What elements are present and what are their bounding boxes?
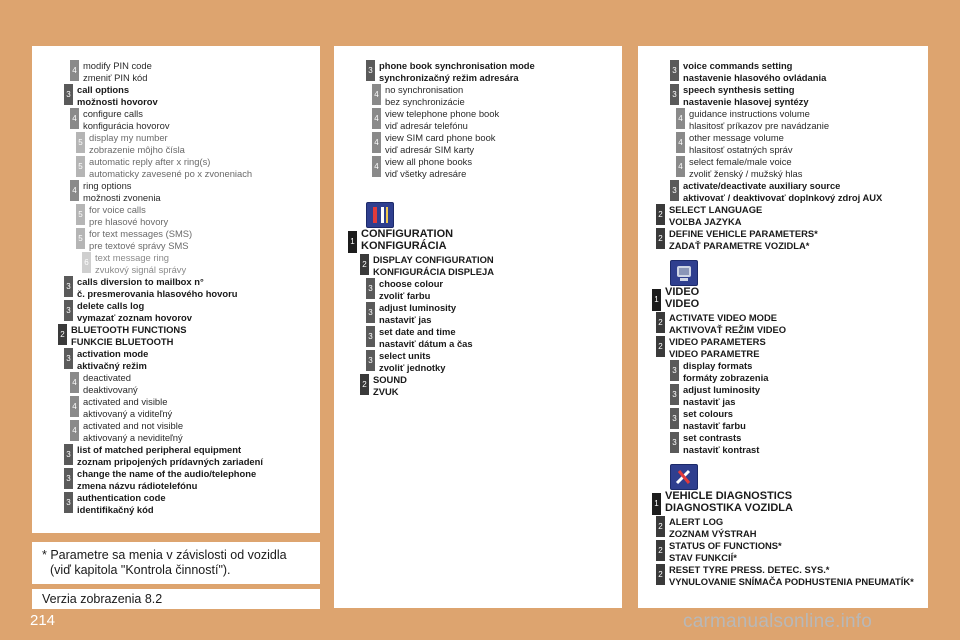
menu-item-text [83, 180, 161, 203]
menu-item-text [669, 312, 786, 335]
menu-item-label-sk: VYNULOVANIE SNÍMAČA PODHUSTENIA PNEUMATÍK* [669, 575, 914, 587]
menu-item-label-sk: nastaviť dátum a čas [379, 337, 473, 349]
menu-item-label-en: SOUND [373, 374, 407, 385]
menu-item [70, 108, 170, 131]
menu-item [670, 60, 826, 83]
menu-item [64, 468, 256, 491]
menu-item-label-sk: zobrazenie môjho čísla [89, 143, 185, 155]
menu-item [360, 374, 407, 397]
menu-item [372, 84, 465, 107]
menu-column-1 [32, 46, 320, 533]
menu-level-badge: 2 [360, 374, 369, 395]
menu-item-label-sk: pre textové správy SMS [89, 239, 189, 251]
menu-item-text [77, 300, 192, 323]
menu-item [656, 516, 757, 539]
menu-item-label-sk: ZOZNAM VÝSTRAH [669, 527, 757, 539]
menu-item [76, 228, 192, 251]
menu-level-badge: 4 [70, 420, 79, 441]
menu-item-label-sk: hlasitosť ostatných správ [689, 143, 793, 155]
menu-item-text [669, 204, 762, 227]
menu-item [670, 408, 746, 431]
menu-item-text [89, 156, 252, 179]
menu-item-label-en: guidance instructions volume [689, 108, 810, 119]
menu-item-label-sk: viď všetky adresáre [385, 167, 467, 179]
menu-item-text [683, 432, 759, 455]
menu-item [64, 276, 237, 299]
menu-level-badge: 4 [372, 156, 381, 177]
menu-item-text [83, 396, 172, 419]
menu-item-label-sk: viď adresár telefónu [385, 119, 468, 131]
menu-item-label-en: VIDEO [665, 286, 700, 298]
menu-item-text [385, 108, 499, 131]
menu-item-label-en: speech synthesis setting [683, 84, 795, 95]
menu-item-label-en: phone book synchronisation mode [379, 60, 535, 71]
menu-level-badge: 3 [366, 60, 375, 81]
menu-item [58, 324, 186, 347]
menu-column-3 [638, 46, 928, 608]
menu-item-text [77, 348, 148, 371]
menu-item-label-en: calls diversion to mailbox n° [77, 276, 204, 287]
menu-item-text [683, 180, 882, 203]
menu-item [670, 84, 809, 107]
menu-item-text [385, 84, 465, 107]
menu-item [360, 254, 494, 277]
menu-item [76, 132, 185, 155]
footnote-line-1: * Parametre sa menia v závislosti od vozidla [42, 548, 287, 562]
menu-level-badge: 2 [360, 254, 369, 275]
menu-item [366, 350, 445, 373]
menu-level-badge: 1 [652, 493, 661, 515]
menu-item [64, 444, 263, 467]
menu-item-label-en: set date and time [379, 326, 456, 337]
menu-item-label-en: view telephone phone book [385, 108, 500, 119]
menu-level-badge: 2 [656, 336, 665, 357]
menu-item-text [683, 360, 768, 383]
menu-item-text [83, 60, 152, 83]
menu-level-badge: 3 [670, 360, 679, 381]
menu-item-label-en: authentication code [77, 492, 166, 503]
menu-level-badge: 2 [656, 516, 665, 537]
menu-item-label-en: modify PIN code [83, 60, 152, 71]
menu-item-label-sk: konfigurácia hovorov [83, 119, 170, 131]
menu-item-label-sk: nastaviť jas [683, 395, 736, 407]
menu-item-label-sk: FUNKCIE BLUETOOTH [71, 335, 174, 347]
menu-item-label-en: SELECT LANGUAGE [669, 204, 763, 215]
menu-level-badge: 4 [70, 60, 79, 81]
menu-item-label-sk: možnosti hovorov [77, 95, 158, 107]
menu-level-badge: 4 [676, 108, 685, 129]
menu-item-label-en: DISPLAY CONFIGURATION [373, 254, 494, 265]
menu-item-text [379, 302, 456, 325]
menu-item-text [361, 228, 453, 252]
menu-level-badge: 6 [82, 252, 91, 273]
menu-item-text [89, 228, 192, 251]
menu-item [64, 348, 148, 371]
menu-item-label-en: DEFINE VEHICLE PARAMETERS* [669, 228, 818, 239]
menu-item-label-sk: VOĽBA JAZYKA [669, 215, 742, 227]
menu-item-label-en: list of matched peripheral equipment [77, 444, 242, 455]
menu-item-label-en: STATUS OF FUNCTIONS* [669, 540, 782, 551]
menu-item [366, 278, 443, 301]
menu-item [76, 156, 252, 179]
menu-item-text [379, 326, 473, 349]
menu-item-label-en: view SIM card phone book [385, 132, 496, 143]
menu-item-label-en: activation mode [77, 348, 149, 359]
menu-item [670, 360, 768, 383]
menu-item-label-sk: bez synchronizácie [385, 95, 465, 107]
menu-item-label-sk: VIDEO PARAMETRE [669, 347, 760, 359]
menu-item-text [669, 336, 766, 359]
menu-level-badge: 4 [372, 132, 381, 153]
menu-item-label-en: display my number [89, 132, 168, 143]
menu-item-text [77, 468, 256, 491]
menu-item-label-en: activate/deactivate auxiliary source [683, 180, 841, 191]
menu-item-label-en: activated and visible [83, 396, 168, 407]
menu-item [656, 336, 766, 359]
menu-item-label-en: activated and not visible [83, 420, 184, 431]
menu-item-label-sk: ZADAŤ PARAMETRE VOZIDLA* [669, 239, 810, 251]
menu-level-badge: 3 [64, 444, 73, 465]
menu-item-label-en: view all phone books [385, 156, 473, 167]
menu-item-label-sk: zoznam pripojených prídavných zariadení [77, 455, 263, 467]
menu-item-label-en: ACTIVATE VIDEO MODE [669, 312, 777, 323]
menu-item-label-en: RESET TYRE PRESS. DETEC. SYS.* [669, 564, 830, 575]
menu-level-badge: 4 [70, 396, 79, 417]
menu-item-text [689, 156, 802, 179]
menu-item-label-sk: zmeniť PIN kód [83, 71, 148, 83]
menu-item [676, 132, 793, 155]
menu-item-label-sk: aktivovať / deaktivovať doplnkový zdroj AUX [683, 191, 883, 203]
menu-item-text [385, 132, 495, 155]
menu-item-text [379, 350, 445, 373]
menu-item-label-en: VIDEO PARAMETERS [669, 336, 766, 347]
menu-level-badge: 2 [656, 204, 665, 225]
menu-level-badge: 4 [70, 372, 79, 393]
menu-level-badge: 3 [64, 300, 73, 321]
menu-item-label-sk: identifikačný kód [77, 503, 154, 515]
menu-item [656, 312, 786, 335]
menu-level-badge: 1 [348, 231, 357, 253]
menu-item-label-sk: AKTIVOVAŤ REŽIM VIDEO [669, 323, 787, 335]
footnote-line-2: (viď kapitola "Kontrola činností"). [50, 563, 231, 577]
menu-item-text [683, 60, 826, 83]
menu-item [64, 84, 158, 107]
menu-item [670, 432, 759, 455]
menu-item-label-sk: aktivovaný a neviditeľný [83, 431, 183, 443]
footnote-box [32, 542, 320, 584]
configuration-tools-icon [366, 202, 394, 228]
menu-item-label-en: ALERT LOG [669, 516, 724, 527]
menu-item-label-sk: ZVUK [373, 385, 399, 397]
menu-item-text [669, 540, 782, 563]
menu-item-text [89, 132, 185, 155]
menu-item [64, 492, 166, 515]
menu-level-badge: 2 [656, 228, 665, 249]
menu-item-label-en: ring options [83, 180, 132, 191]
menu-item-label-sk: automaticky zavesené po x zvoneniach [89, 167, 253, 179]
menu-level-badge: 3 [64, 276, 73, 297]
menu-item-label-en: BLUETOOTH FUNCTIONS [71, 324, 187, 335]
menu-item [652, 286, 699, 311]
menu-item [656, 204, 762, 227]
menu-item-text [669, 228, 818, 251]
menu-level-badge: 3 [366, 326, 375, 347]
menu-item-text [385, 156, 472, 179]
menu-item-label-sk: KONFIGURÁCIA DISPLEJA [373, 265, 495, 277]
menu-item-label-sk: nastavenie hlasovej syntézy [683, 95, 809, 107]
menu-level-badge: 3 [670, 180, 679, 201]
menu-item-label-en: adjust luminosity [379, 302, 457, 313]
menu-item-label-sk: možnosti zvonenia [83, 191, 161, 203]
menu-item [656, 540, 782, 563]
menu-item-label-sk: zvoliť farbu [379, 289, 431, 301]
menu-item [372, 156, 472, 179]
watermark: carmanualsonline.info [683, 611, 873, 632]
menu-item [676, 156, 802, 179]
menu-level-badge: 5 [76, 156, 85, 177]
menu-item-text [77, 84, 158, 107]
menu-item-label-en: set contrasts [683, 432, 742, 443]
menu-item-text [77, 492, 166, 515]
menu-item-label-en: display formats [683, 360, 753, 371]
menu-level-badge: 4 [676, 156, 685, 177]
menu-item-text [683, 408, 746, 431]
video-screen-icon [670, 260, 698, 286]
menu-item [670, 180, 882, 203]
menu-item [656, 228, 818, 251]
menu-item-label-en: select female/male voice [689, 156, 792, 167]
menu-item [64, 300, 192, 323]
menu-item [366, 60, 535, 83]
menu-item-label-sk: zvoliť jednotky [379, 361, 446, 373]
menu-item [70, 396, 172, 419]
menu-item [70, 372, 138, 395]
menu-item-text [665, 490, 793, 514]
menu-level-badge: 4 [372, 108, 381, 129]
menu-level-badge: 3 [366, 350, 375, 371]
menu-item-label-sk: DIAGNOSTIKA VOZIDLA [665, 502, 793, 514]
menu-item-label-en: CONFIGURATION [361, 228, 454, 240]
menu-item [76, 204, 168, 227]
menu-item-label-en: set colours [683, 408, 734, 419]
menu-level-badge: 2 [656, 564, 665, 585]
menu-item-label-sk: zvoliť ženský / mužský hlas [689, 167, 803, 179]
menu-item-label-sk: nastaviť jas [379, 313, 432, 325]
menu-item-label-sk: pre hlasové hovory [89, 215, 169, 227]
menu-level-badge: 4 [70, 180, 79, 201]
menu-item-label-en: for voice calls [89, 204, 146, 215]
menu-level-badge: 3 [670, 84, 679, 105]
menu-item-text [669, 516, 757, 539]
menu-level-badge: 3 [64, 492, 73, 513]
menu-column-2 [334, 46, 622, 608]
vehicle-diagnostics-icon [670, 464, 698, 490]
menu-level-badge: 2 [58, 324, 67, 345]
menu-level-badge: 3 [670, 384, 679, 405]
menu-level-badge: 1 [652, 289, 661, 311]
menu-level-badge: 3 [64, 348, 73, 369]
menu-level-badge: 5 [76, 228, 85, 249]
menu-item [656, 564, 914, 587]
menu-item-label-sk: zmena názvu rádiotelefónu [77, 479, 198, 491]
menu-item-label-sk: STAV FUNKCIÍ* [669, 551, 737, 563]
menu-item-label-sk: deaktivovaný [83, 383, 138, 395]
menu-item [372, 108, 499, 131]
menu-item [366, 302, 456, 325]
menu-item-label-en: no synchronisation [385, 84, 464, 95]
menu-item-label-sk: hlasitosť príkazov pre navádzanie [689, 119, 830, 131]
menu-item-text [379, 278, 443, 301]
menu-item-text [689, 108, 829, 131]
menu-item [70, 180, 161, 203]
menu-item [670, 384, 760, 407]
version-text: Verzia zobrazenia 8.2 [42, 592, 163, 606]
menu-item-text [379, 60, 535, 83]
menu-item-text [683, 84, 809, 107]
menu-level-badge: 4 [676, 132, 685, 153]
menu-item-label-en: call options [77, 84, 130, 95]
menu-item-label-sk: nastavenie hlasového ovládania [683, 71, 827, 83]
menu-item-label-sk: aktivovaný a viditeľný [83, 407, 173, 419]
menu-level-badge: 2 [656, 312, 665, 333]
menu-item [348, 228, 453, 253]
menu-item-text [83, 420, 183, 443]
menu-item-label-sk: formáty zobrazenia [683, 371, 769, 383]
menu-level-badge: 4 [70, 108, 79, 129]
menu-level-badge: 4 [372, 84, 381, 105]
menu-level-badge: 3 [64, 468, 73, 489]
menu-item-text [77, 444, 263, 467]
menu-item-label-en: deactivated [83, 372, 131, 383]
menu-item-label-en: voice commands setting [683, 60, 793, 71]
menu-item-label-sk: KONFIGURÁCIA [361, 240, 447, 252]
menu-item [372, 132, 495, 155]
menu-item-label-sk: synchronizačný režim adresára [379, 71, 519, 83]
version-box [32, 589, 320, 609]
menu-item-label-sk: VIDEO [665, 298, 700, 310]
page-number: 214 [30, 612, 56, 629]
menu-item-label-en: configure calls [83, 108, 143, 119]
menu-item-label-en: VEHICLE DIAGNOSTICS [665, 490, 793, 502]
menu-item-label-en: delete calls log [77, 300, 145, 311]
menu-item [676, 108, 829, 131]
menu-level-badge: 3 [64, 84, 73, 105]
menu-item-text [89, 204, 168, 227]
menu-level-badge: 3 [670, 432, 679, 453]
menu-item-text [689, 132, 793, 155]
menu-level-badge: 3 [366, 278, 375, 299]
menu-item-label-en: change the name of the audio/telephone [77, 468, 257, 479]
menu-item-text [373, 374, 407, 397]
menu-item [70, 60, 152, 83]
menu-item-label-en: automatic reply after x ring(s) [89, 156, 211, 167]
menu-item-text [71, 324, 186, 347]
menu-level-badge: 2 [656, 540, 665, 561]
menu-item-label-sk: vymazať zoznam hovorov [77, 311, 192, 323]
menu-item-label-en: for text messages (SMS) [89, 228, 193, 239]
menu-item-label-sk: viď adresár SIM karty [385, 143, 475, 155]
menu-level-badge: 5 [76, 132, 85, 153]
menu-item-label-en: select units [379, 350, 431, 361]
menu-item [652, 490, 793, 515]
menu-item-text [373, 254, 494, 277]
menu-item-text [83, 108, 170, 131]
menu-item-label-en: adjust luminosity [683, 384, 761, 395]
menu-item [366, 326, 473, 349]
menu-item-label-sk: zvukový signál správy [95, 263, 187, 275]
menu-item [82, 252, 186, 275]
menu-level-badge: 3 [670, 60, 679, 81]
menu-item-label-en: choose colour [379, 278, 444, 289]
menu-item-label-sk: č. presmerovania hlasového hovoru [77, 287, 238, 299]
menu-level-badge: 3 [670, 408, 679, 429]
menu-level-badge: 5 [76, 204, 85, 225]
menu-item-text [665, 286, 699, 310]
menu-item-label-en: other message volume [689, 132, 784, 143]
menu-item-label-sk: nastaviť farbu [683, 419, 746, 431]
menu-level-badge: 3 [366, 302, 375, 323]
menu-item [70, 420, 183, 443]
menu-item-label-sk: aktivačný režim [77, 359, 147, 371]
menu-item-text [683, 384, 760, 407]
menu-item-text [77, 276, 237, 299]
menu-item-label-en: text message ring [95, 252, 169, 263]
menu-item-label-sk: nastaviť kontrast [683, 443, 760, 455]
menu-item-text [669, 564, 914, 587]
menu-item-text [95, 252, 186, 275]
menu-item-text [83, 372, 138, 395]
